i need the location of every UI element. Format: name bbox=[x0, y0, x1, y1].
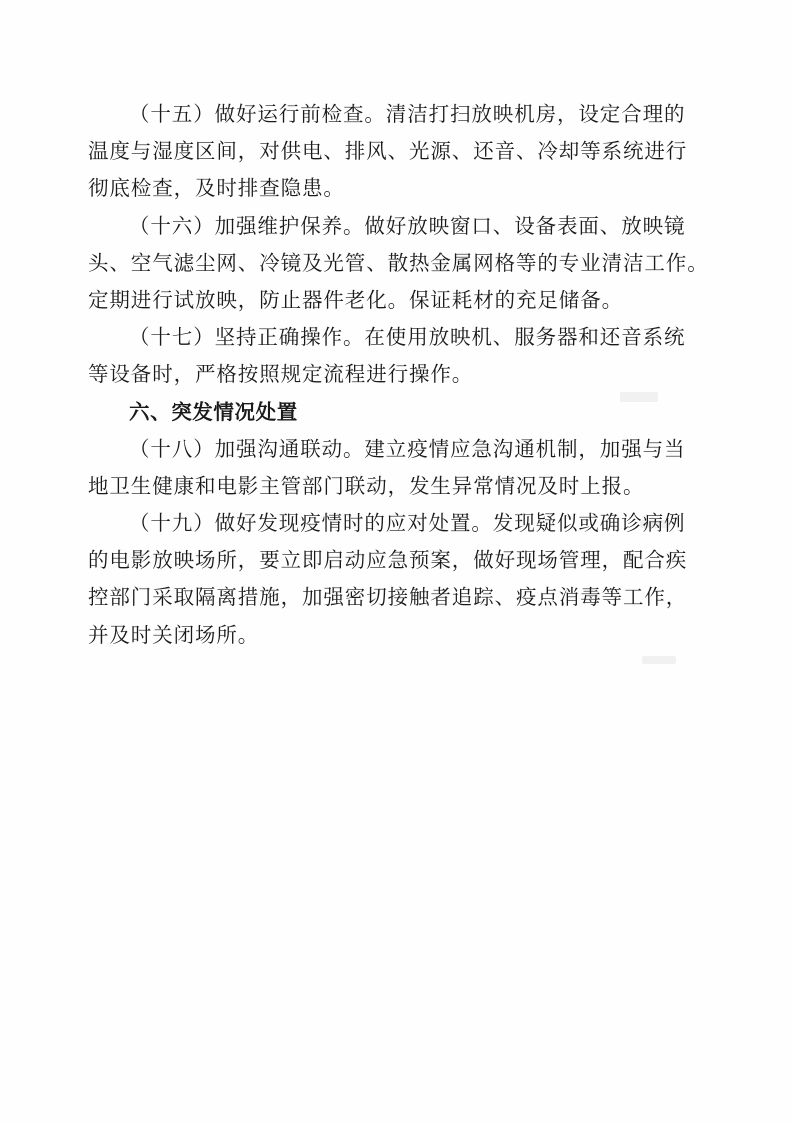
section-heading: 六、突发情况处置 bbox=[129, 399, 298, 424]
paragraph-line: 控部门采取隔离措施，加强密切接触者追踪、疫点消毒等工作， bbox=[88, 585, 688, 610]
paragraph-line: 温度与湿度区间，对供电、排风、光源、还音、冷却等系统进行 bbox=[88, 139, 688, 164]
paragraph-line: 并及时关闭场所。 bbox=[88, 622, 260, 647]
paragraph-line: （十五）做好运行前检查。清洁打扫放映机房，设定合理的 bbox=[129, 102, 686, 126]
paragraph-line: 等设备时，严格按照规定流程进行操作。 bbox=[88, 362, 474, 387]
paragraph-line: 彻底检查，及时排查隐患。 bbox=[88, 176, 345, 201]
paragraph-line: 地卫生健康和电影主管部门联动，发生异常情况及时上报。 bbox=[88, 473, 645, 498]
paragraph-line: （十八）加强沟通联动。建立疫情应急沟通机制，加强与当 bbox=[129, 436, 686, 461]
paragraph-line: 头、空气滤尘网、冷镜及光管、散热金属网格等的专业清洁工作。 bbox=[88, 250, 709, 275]
paragraph-line: （十七）坚持正确操作。在使用放映机、服务器和还音系统 bbox=[129, 325, 686, 350]
scan-mark bbox=[642, 656, 676, 664]
paragraph-line: 定期进行试放映，防止器件老化。保证耗材的充足储备。 bbox=[88, 287, 623, 312]
paragraph-line: 的电影放映场所，要立即启动应急预案，做好现场管理，配合疾 bbox=[88, 548, 688, 573]
paragraph-line: （十九）做好发现疫情时的应对处置。发现疑似或确诊病例 bbox=[129, 511, 686, 536]
document-body bbox=[88, 96, 709, 654]
paragraph-line: （十六）加强维护保养。做好放映窗口、设备表面、放映镜 bbox=[129, 213, 686, 238]
